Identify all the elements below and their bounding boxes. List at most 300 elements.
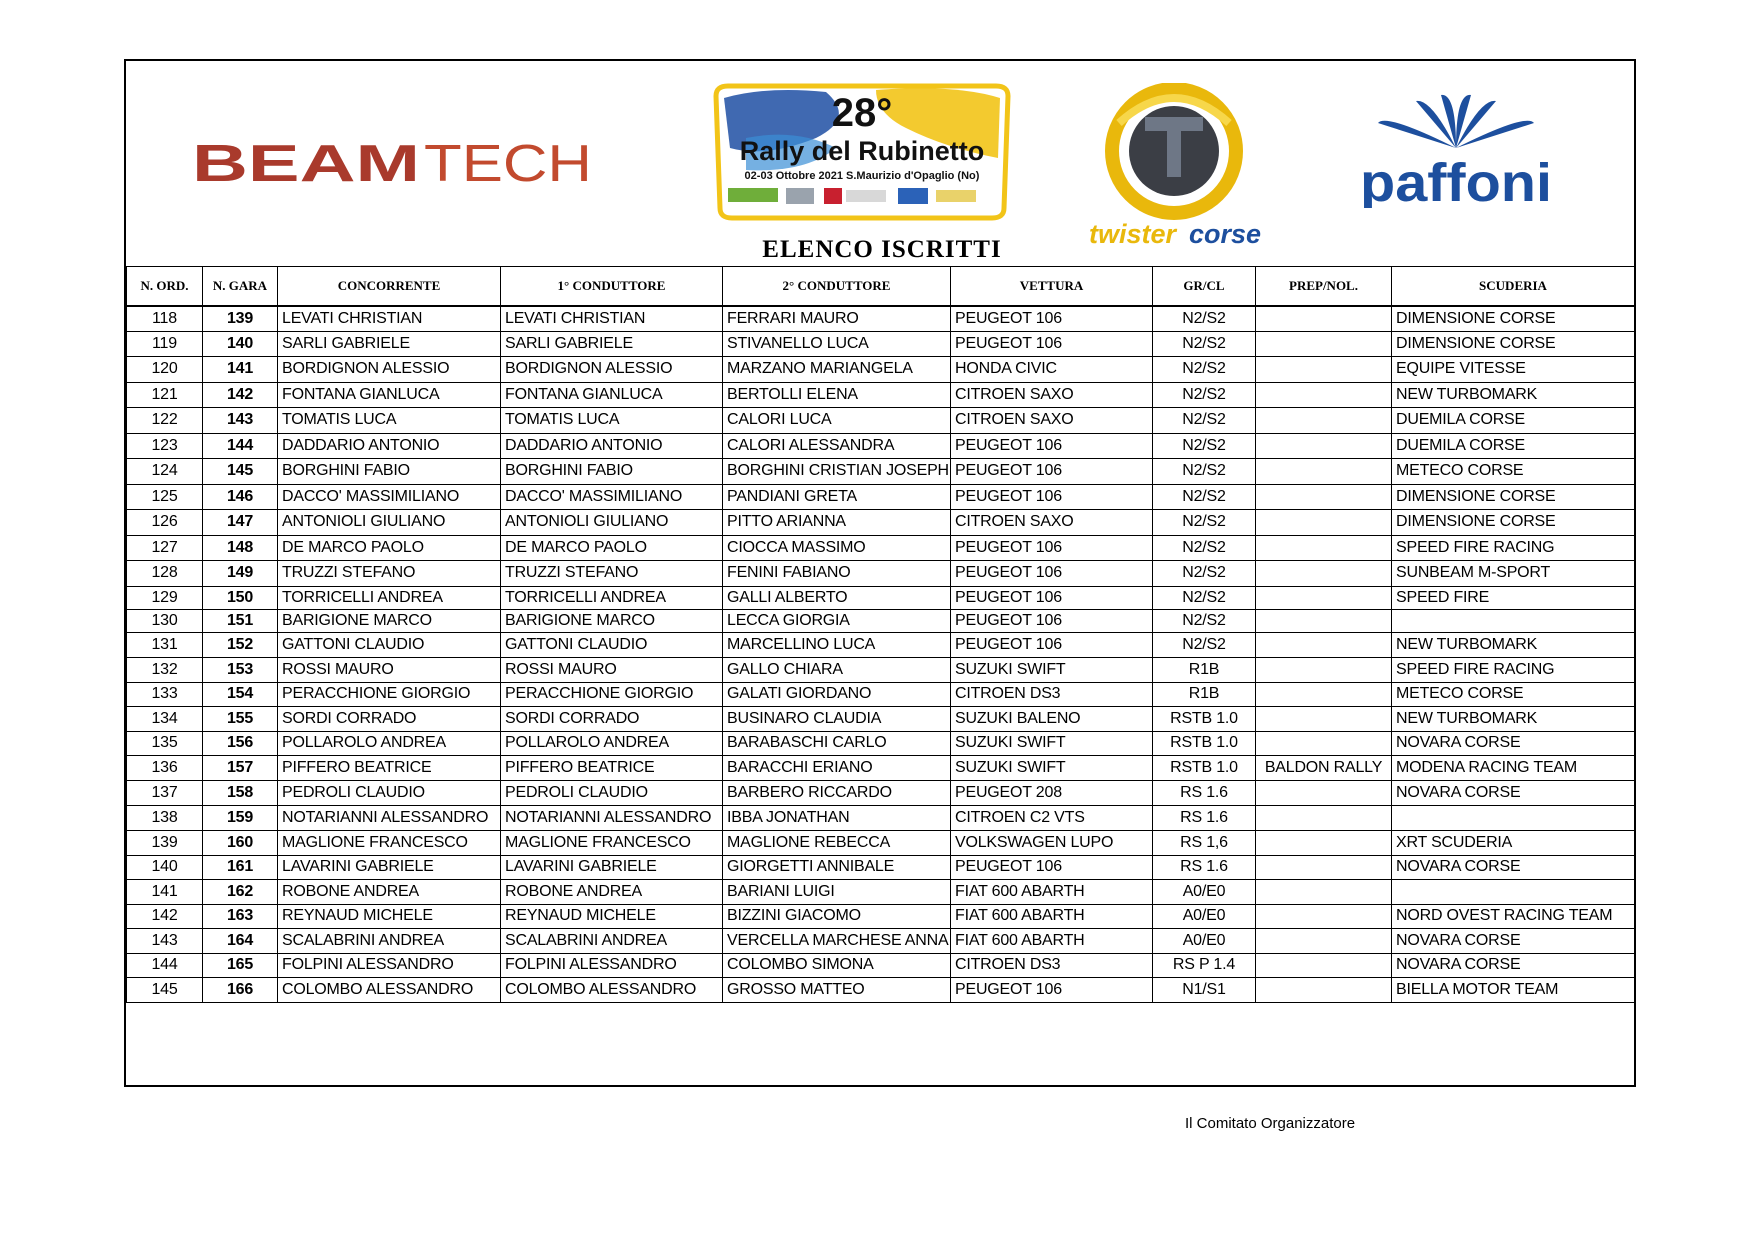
scuderia-cell: EQUIPE VITESSE xyxy=(1392,357,1635,383)
prep-nol-cell xyxy=(1256,953,1392,978)
svg-text:BEAM: BEAM xyxy=(192,139,420,189)
vettura-cell: PEUGEOT 106 xyxy=(951,855,1153,880)
gr-cl-cell: N2/S2 xyxy=(1153,632,1256,658)
prep-nol-cell xyxy=(1256,731,1392,756)
gr-cl-cell: N2/S2 xyxy=(1153,510,1256,536)
concorrente-cell: PEDROLI CLAUDIO xyxy=(278,781,501,806)
svg-text:28°: 28° xyxy=(831,91,893,135)
n-ord-cell: 142 xyxy=(127,904,203,929)
scuderia-cell xyxy=(1392,609,1635,632)
gr-cl-cell: N2/S2 xyxy=(1153,408,1256,434)
prep-nol-cell: BALDON RALLY xyxy=(1256,756,1392,781)
n-ord-cell: 128 xyxy=(127,561,203,587)
entries-table xyxy=(126,266,1635,1003)
prep-nol-cell xyxy=(1256,632,1392,658)
table-row xyxy=(127,658,1635,683)
secondo-conduttore-cell: STIVANELLO LUCA xyxy=(723,331,951,357)
vettura-cell: CITROEN DS3 xyxy=(951,953,1153,978)
n-gara-cell: 151 xyxy=(203,609,278,632)
concorrente-cell: BORGHINI FABIO xyxy=(278,459,501,485)
vettura-cell: SUZUKI SWIFT xyxy=(951,756,1153,781)
secondo-conduttore-cell: GROSSO MATTEO xyxy=(723,978,951,1003)
n-ord-cell: 126 xyxy=(127,510,203,536)
n-ord-cell: 127 xyxy=(127,535,203,561)
scuderia-cell: DUEMILA CORSE xyxy=(1392,408,1635,434)
n-ord-cell: 119 xyxy=(127,331,203,357)
n-gara-cell: 160 xyxy=(203,831,278,856)
gr-cl-cell: RSTB 1.0 xyxy=(1153,731,1256,756)
n-ord-cell: 139 xyxy=(127,831,203,856)
concorrente-cell: POLLAROLO ANDREA xyxy=(278,731,501,756)
scuderia-cell: DIMENSIONE CORSE xyxy=(1392,331,1635,357)
svg-text:paffoni: paffoni xyxy=(1360,153,1552,208)
gr-cl-cell: N2/S2 xyxy=(1153,484,1256,510)
vettura-cell: PEUGEOT 208 xyxy=(951,781,1153,806)
gr-cl-cell: RS P 1.4 xyxy=(1153,953,1256,978)
primo-conduttore-cell: DACCO' MASSIMILIANO xyxy=(501,484,723,510)
prep-nol-cell xyxy=(1256,510,1392,536)
gr-cl-cell: N1/S1 xyxy=(1153,978,1256,1003)
primo-conduttore-cell: REYNAUD MICHELE xyxy=(501,904,723,929)
n-gara-cell: 145 xyxy=(203,459,278,485)
secondo-conduttore-cell: MARZANO MARIANGELA xyxy=(723,357,951,383)
concorrente-cell: LAVARINI GABRIELE xyxy=(278,855,501,880)
gr-cl-cell: N2/S2 xyxy=(1153,561,1256,587)
secondo-conduttore-cell: BARIANI LUIGI xyxy=(723,880,951,905)
concorrente-cell: DE MARCO PAOLO xyxy=(278,535,501,561)
gr-cl-cell: N2/S2 xyxy=(1153,433,1256,459)
gr-cl-cell: N2/S2 xyxy=(1153,331,1256,357)
header-logos xyxy=(126,61,1634,266)
vettura-cell: FIAT 600 ABARTH xyxy=(951,880,1153,905)
document-title: ELENCO ISCRITTI xyxy=(762,236,1002,263)
prep-nol-cell xyxy=(1256,781,1392,806)
secondo-conduttore-cell: CIOCCA MASSIMO xyxy=(723,535,951,561)
prep-nol-cell xyxy=(1256,408,1392,434)
secondo-conduttore-cell: COLOMBO SIMONA xyxy=(723,953,951,978)
scuderia-cell: NORD OVEST RACING TEAM xyxy=(1392,904,1635,929)
n-gara-cell: 164 xyxy=(203,929,278,954)
n-gara-cell: 146 xyxy=(203,484,278,510)
table-row xyxy=(127,433,1635,459)
n-ord-cell: 124 xyxy=(127,459,203,485)
prep-nol-cell xyxy=(1256,880,1392,905)
primo-conduttore-cell: DE MARCO PAOLO xyxy=(501,535,723,561)
gr-cl-cell: N2/S2 xyxy=(1153,306,1256,331)
n-ord-cell: 125 xyxy=(127,484,203,510)
col-secondo-conduttore-header: 2° CONDUTTORE xyxy=(723,267,951,307)
primo-conduttore-cell: SCALABRINI ANDREA xyxy=(501,929,723,954)
table-row xyxy=(127,561,1635,587)
n-ord-cell: 140 xyxy=(127,855,203,880)
n-gara-cell: 161 xyxy=(203,855,278,880)
gr-cl-cell: RS 1.6 xyxy=(1153,781,1256,806)
vettura-cell: SUZUKI SWIFT xyxy=(951,731,1153,756)
concorrente-cell: PERACCHIONE GIORGIO xyxy=(278,682,501,707)
secondo-conduttore-cell: IBBA JONATHAN xyxy=(723,806,951,831)
concorrente-cell: BARIGIONE MARCO xyxy=(278,609,501,632)
table-row xyxy=(127,682,1635,707)
n-gara-cell: 148 xyxy=(203,535,278,561)
concorrente-cell: FOLPINI ALESSANDRO xyxy=(278,953,501,978)
table-row xyxy=(127,632,1635,658)
primo-conduttore-cell: TORRICELLI ANDREA xyxy=(501,586,723,609)
primo-conduttore-cell: ROBONE ANDREA xyxy=(501,880,723,905)
n-gara-cell: 166 xyxy=(203,978,278,1003)
twister-corse-logo xyxy=(1079,83,1277,251)
n-gara-cell: 159 xyxy=(203,806,278,831)
scuderia-cell: SPEED FIRE RACING xyxy=(1392,658,1635,683)
prep-nol-cell xyxy=(1256,459,1392,485)
col-prep-nol-header: PREP/NOL. xyxy=(1256,267,1392,307)
n-ord-cell: 118 xyxy=(127,306,203,331)
vettura-cell: PEUGEOT 106 xyxy=(951,978,1153,1003)
table-row xyxy=(127,535,1635,561)
vettura-cell: PEUGEOT 106 xyxy=(951,609,1153,632)
n-gara-cell: 154 xyxy=(203,682,278,707)
primo-conduttore-cell: ANTONIOLI GIULIANO xyxy=(501,510,723,536)
n-gara-cell: 143 xyxy=(203,408,278,434)
concorrente-cell: SARLI GABRIELE xyxy=(278,331,501,357)
gr-cl-cell: RS 1,6 xyxy=(1153,831,1256,856)
n-gara-cell: 152 xyxy=(203,632,278,658)
vettura-cell: CITROEN SAXO xyxy=(951,382,1153,408)
concorrente-cell: TORRICELLI ANDREA xyxy=(278,586,501,609)
primo-conduttore-cell: COLOMBO ALESSANDRO xyxy=(501,978,723,1003)
vettura-cell: PEUGEOT 106 xyxy=(951,586,1153,609)
vettura-cell: PEUGEOT 106 xyxy=(951,433,1153,459)
n-gara-cell: 144 xyxy=(203,433,278,459)
n-gara-cell: 156 xyxy=(203,731,278,756)
secondo-conduttore-cell: BARACCHI ERIANO xyxy=(723,756,951,781)
vettura-cell: SUZUKI SWIFT xyxy=(951,658,1153,683)
svg-text:corse: corse xyxy=(1189,219,1262,249)
secondo-conduttore-cell: PITTO ARIANNA xyxy=(723,510,951,536)
secondo-conduttore-cell: VERCELLA MARCHESE ANNA xyxy=(723,929,951,954)
vettura-cell: PEUGEOT 106 xyxy=(951,632,1153,658)
table-row xyxy=(127,357,1635,383)
n-gara-cell: 147 xyxy=(203,510,278,536)
vettura-cell: CITROEN SAXO xyxy=(951,510,1153,536)
rally-del-rubinetto-logo xyxy=(706,78,1018,225)
concorrente-cell: NOTARIANNI ALESSANDRO xyxy=(278,806,501,831)
prep-nol-cell xyxy=(1256,682,1392,707)
scuderia-cell: NEW TURBOMARK xyxy=(1392,707,1635,732)
n-gara-cell: 153 xyxy=(203,658,278,683)
n-gara-cell: 162 xyxy=(203,880,278,905)
n-ord-cell: 121 xyxy=(127,382,203,408)
table-row xyxy=(127,586,1635,609)
table-row xyxy=(127,756,1635,781)
secondo-conduttore-cell: BARABASCHI CARLO xyxy=(723,731,951,756)
table-row xyxy=(127,306,1635,331)
gr-cl-cell: RSTB 1.0 xyxy=(1153,756,1256,781)
gr-cl-cell: A0/E0 xyxy=(1153,904,1256,929)
table-row xyxy=(127,707,1635,732)
vettura-cell: FIAT 600 ABARTH xyxy=(951,904,1153,929)
gr-cl-cell: RS 1.6 xyxy=(1153,806,1256,831)
table-row xyxy=(127,382,1635,408)
table-body xyxy=(127,306,1635,1002)
scuderia-cell: SPEED FIRE xyxy=(1392,586,1635,609)
gr-cl-cell: RSTB 1.0 xyxy=(1153,707,1256,732)
secondo-conduttore-cell: GIORGETTI ANNIBALE xyxy=(723,855,951,880)
svg-text:twister: twister xyxy=(1089,219,1177,249)
concorrente-cell: DADDARIO ANTONIO xyxy=(278,433,501,459)
primo-conduttore-cell: MAGLIONE FRANCESCO xyxy=(501,831,723,856)
table-row xyxy=(127,510,1635,536)
secondo-conduttore-cell: BORGHINI CRISTIAN JOSEPH xyxy=(723,459,951,485)
svg-text:Rally del Rubinetto: Rally del Rubinetto xyxy=(739,136,985,166)
secondo-conduttore-cell: GALATI GIORDANO xyxy=(723,682,951,707)
n-ord-cell: 123 xyxy=(127,433,203,459)
prep-nol-cell xyxy=(1256,561,1392,587)
primo-conduttore-cell: BORGHINI FABIO xyxy=(501,459,723,485)
scuderia-cell: DIMENSIONE CORSE xyxy=(1392,484,1635,510)
table-row xyxy=(127,609,1635,632)
primo-conduttore-cell: BORDIGNON ALESSIO xyxy=(501,357,723,383)
n-gara-cell: 158 xyxy=(203,781,278,806)
col-vettura-header: VETTURA xyxy=(951,267,1153,307)
table-row xyxy=(127,855,1635,880)
vettura-cell: FIAT 600 ABARTH xyxy=(951,929,1153,954)
secondo-conduttore-cell: FERRARI MAURO xyxy=(723,306,951,331)
n-ord-cell: 144 xyxy=(127,953,203,978)
gr-cl-cell: N2/S2 xyxy=(1153,535,1256,561)
primo-conduttore-cell: SARLI GABRIELE xyxy=(501,331,723,357)
table-row xyxy=(127,331,1635,357)
n-ord-cell: 131 xyxy=(127,632,203,658)
scuderia-cell: NOVARA CORSE xyxy=(1392,781,1635,806)
n-ord-cell: 145 xyxy=(127,978,203,1003)
concorrente-cell: FONTANA GIANLUCA xyxy=(278,382,501,408)
prep-nol-cell xyxy=(1256,484,1392,510)
secondo-conduttore-cell: BIZZINI GIACOMO xyxy=(723,904,951,929)
prep-nol-cell xyxy=(1256,535,1392,561)
scuderia-cell: SUNBEAM M-SPORT xyxy=(1392,561,1635,587)
primo-conduttore-cell: LAVARINI GABRIELE xyxy=(501,855,723,880)
primo-conduttore-cell: LEVATI CHRISTIAN xyxy=(501,306,723,331)
n-gara-cell: 155 xyxy=(203,707,278,732)
paffoni-logo xyxy=(1356,93,1556,208)
document-frame xyxy=(124,59,1636,1087)
svg-text:02-03 Ottobre 2021 S.Maurizio: 02-03 Ottobre 2021 S.Maurizio d'Opaglio (No) xyxy=(744,170,980,182)
table-row xyxy=(127,408,1635,434)
prep-nol-cell xyxy=(1256,707,1392,732)
table-row xyxy=(127,806,1635,831)
table-row xyxy=(127,459,1635,485)
vettura-cell: CITROEN DS3 xyxy=(951,682,1153,707)
primo-conduttore-cell: SORDI CORRADO xyxy=(501,707,723,732)
secondo-conduttore-cell: FENINI FABIANO xyxy=(723,561,951,587)
vettura-cell: SUZUKI BALENO xyxy=(951,707,1153,732)
col-primo-conduttore-header: 1° CONDUTTORE xyxy=(501,267,723,307)
n-gara-cell: 157 xyxy=(203,756,278,781)
scuderia-cell: DIMENSIONE CORSE xyxy=(1392,510,1635,536)
table-row xyxy=(127,731,1635,756)
scuderia-cell xyxy=(1392,880,1635,905)
primo-conduttore-cell: POLLAROLO ANDREA xyxy=(501,731,723,756)
table-row xyxy=(127,929,1635,954)
concorrente-cell: PIFFERO BEATRICE xyxy=(278,756,501,781)
table-header-row xyxy=(127,267,1635,307)
vettura-cell: CITROEN SAXO xyxy=(951,408,1153,434)
primo-conduttore-cell: TOMATIS LUCA xyxy=(501,408,723,434)
primo-conduttore-cell: FONTANA GIANLUCA xyxy=(501,382,723,408)
n-gara-cell: 141 xyxy=(203,357,278,383)
secondo-conduttore-cell: BARBERO RICCARDO xyxy=(723,781,951,806)
organizer-signature: Il Comitato Organizzatore xyxy=(1185,1115,1356,1132)
secondo-conduttore-cell: CALORI ALESSANDRA xyxy=(723,433,951,459)
prep-nol-cell xyxy=(1256,433,1392,459)
col-concorrente-header: CONCORRENTE xyxy=(278,267,501,307)
gr-cl-cell: N2/S2 xyxy=(1153,586,1256,609)
scuderia-cell: NOVARA CORSE xyxy=(1392,929,1635,954)
prep-nol-cell xyxy=(1256,855,1392,880)
concorrente-cell: GATTONI CLAUDIO xyxy=(278,632,501,658)
gr-cl-cell: R1B xyxy=(1153,658,1256,683)
prep-nol-cell xyxy=(1256,904,1392,929)
scuderia-cell: METECO CORSE xyxy=(1392,459,1635,485)
vettura-cell: VOLKSWAGEN LUPO xyxy=(951,831,1153,856)
secondo-conduttore-cell: CALORI LUCA xyxy=(723,408,951,434)
gr-cl-cell: R1B xyxy=(1153,682,1256,707)
primo-conduttore-cell: FOLPINI ALESSANDRO xyxy=(501,953,723,978)
secondo-conduttore-cell: MAGLIONE REBECCA xyxy=(723,831,951,856)
scuderia-cell: DUEMILA CORSE xyxy=(1392,433,1635,459)
n-ord-cell: 138 xyxy=(127,806,203,831)
gr-cl-cell: A0/E0 xyxy=(1153,880,1256,905)
concorrente-cell: TOMATIS LUCA xyxy=(278,408,501,434)
scuderia-cell: XRT SCUDERIA xyxy=(1392,831,1635,856)
vettura-cell: PEUGEOT 106 xyxy=(951,535,1153,561)
prep-nol-cell xyxy=(1256,806,1392,831)
concorrente-cell: ROSSI MAURO xyxy=(278,658,501,683)
prep-nol-cell xyxy=(1256,929,1392,954)
prep-nol-cell xyxy=(1256,306,1392,331)
primo-conduttore-cell: NOTARIANNI ALESSANDRO xyxy=(501,806,723,831)
scuderia-cell: BIELLA MOTOR TEAM xyxy=(1392,978,1635,1003)
gr-cl-cell: N2/S2 xyxy=(1153,459,1256,485)
n-gara-cell: 149 xyxy=(203,561,278,587)
secondo-conduttore-cell: MARCELLINO LUCA xyxy=(723,632,951,658)
beamtech-logo xyxy=(192,139,592,189)
col-gr-cl-header: GR/CL xyxy=(1153,267,1256,307)
secondo-conduttore-cell: PANDIANI GRETA xyxy=(723,484,951,510)
gr-cl-cell: RS 1.6 xyxy=(1153,855,1256,880)
n-ord-cell: 130 xyxy=(127,609,203,632)
prep-nol-cell xyxy=(1256,609,1392,632)
n-gara-cell: 150 xyxy=(203,586,278,609)
vettura-cell: CITROEN C2 VTS xyxy=(951,806,1153,831)
concorrente-cell: REYNAUD MICHELE xyxy=(278,904,501,929)
scuderia-cell xyxy=(1392,806,1635,831)
col-scuderia-header: SCUDERIA xyxy=(1392,267,1635,307)
n-ord-cell: 141 xyxy=(127,880,203,905)
scuderia-cell: NOVARA CORSE xyxy=(1392,731,1635,756)
svg-text:TECH: TECH xyxy=(424,139,592,189)
prep-nol-cell xyxy=(1256,382,1392,408)
gr-cl-cell: N2/S2 xyxy=(1153,382,1256,408)
gr-cl-cell: A0/E0 xyxy=(1153,929,1256,954)
table-row xyxy=(127,904,1635,929)
table-row xyxy=(127,978,1635,1003)
n-ord-cell: 122 xyxy=(127,408,203,434)
concorrente-cell: SORDI CORRADO xyxy=(278,707,501,732)
n-ord-cell: 120 xyxy=(127,357,203,383)
n-ord-cell: 143 xyxy=(127,929,203,954)
n-gara-cell: 163 xyxy=(203,904,278,929)
primo-conduttore-cell: DADDARIO ANTONIO xyxy=(501,433,723,459)
vettura-cell: PEUGEOT 106 xyxy=(951,306,1153,331)
scuderia-cell: NOVARA CORSE xyxy=(1392,953,1635,978)
scuderia-cell: METECO CORSE xyxy=(1392,682,1635,707)
prep-nol-cell xyxy=(1256,586,1392,609)
concorrente-cell: ROBONE ANDREA xyxy=(278,880,501,905)
table-row xyxy=(127,781,1635,806)
concorrente-cell: BORDIGNON ALESSIO xyxy=(278,357,501,383)
vettura-cell: PEUGEOT 106 xyxy=(951,484,1153,510)
primo-conduttore-cell: PIFFERO BEATRICE xyxy=(501,756,723,781)
n-ord-cell: 133 xyxy=(127,682,203,707)
concorrente-cell: LEVATI CHRISTIAN xyxy=(278,306,501,331)
table-row xyxy=(127,831,1635,856)
n-ord-cell: 136 xyxy=(127,756,203,781)
secondo-conduttore-cell: LECCA GIORGIA xyxy=(723,609,951,632)
concorrente-cell: DACCO' MASSIMILIANO xyxy=(278,484,501,510)
gr-cl-cell: N2/S2 xyxy=(1153,609,1256,632)
vettura-cell: PEUGEOT 106 xyxy=(951,331,1153,357)
n-gara-cell: 140 xyxy=(203,331,278,357)
concorrente-cell: SCALABRINI ANDREA xyxy=(278,929,501,954)
primo-conduttore-cell: PERACCHIONE GIORGIO xyxy=(501,682,723,707)
secondo-conduttore-cell: GALLI ALBERTO xyxy=(723,586,951,609)
primo-conduttore-cell: ROSSI MAURO xyxy=(501,658,723,683)
table-row xyxy=(127,880,1635,905)
n-ord-cell: 135 xyxy=(127,731,203,756)
primo-conduttore-cell: BARIGIONE MARCO xyxy=(501,609,723,632)
n-gara-cell: 139 xyxy=(203,306,278,331)
secondo-conduttore-cell: BUSINARO CLAUDIA xyxy=(723,707,951,732)
prep-nol-cell xyxy=(1256,831,1392,856)
n-ord-cell: 134 xyxy=(127,707,203,732)
vettura-cell: PEUGEOT 106 xyxy=(951,561,1153,587)
col-n-gara-header: N. GARA xyxy=(203,267,278,307)
concorrente-cell: TRUZZI STEFANO xyxy=(278,561,501,587)
primo-conduttore-cell: GATTONI CLAUDIO xyxy=(501,632,723,658)
scuderia-cell: NOVARA CORSE xyxy=(1392,855,1635,880)
scuderia-cell: SPEED FIRE RACING xyxy=(1392,535,1635,561)
col-n-ord-header: N. ORD. xyxy=(127,267,203,307)
vettura-cell: HONDA CIVIC xyxy=(951,357,1153,383)
n-ord-cell: 129 xyxy=(127,586,203,609)
concorrente-cell: COLOMBO ALESSANDRO xyxy=(278,978,501,1003)
prep-nol-cell xyxy=(1256,357,1392,383)
n-ord-cell: 137 xyxy=(127,781,203,806)
scuderia-cell: MODENA RACING TEAM xyxy=(1392,756,1635,781)
concorrente-cell: MAGLIONE FRANCESCO xyxy=(278,831,501,856)
primo-conduttore-cell: TRUZZI STEFANO xyxy=(501,561,723,587)
scuderia-cell: NEW TURBOMARK xyxy=(1392,382,1635,408)
gr-cl-cell: N2/S2 xyxy=(1153,357,1256,383)
vettura-cell: PEUGEOT 106 xyxy=(951,459,1153,485)
table-row xyxy=(127,484,1635,510)
n-gara-cell: 165 xyxy=(203,953,278,978)
secondo-conduttore-cell: BERTOLLI ELENA xyxy=(723,382,951,408)
concorrente-cell: ANTONIOLI GIULIANO xyxy=(278,510,501,536)
prep-nol-cell xyxy=(1256,978,1392,1003)
n-gara-cell: 142 xyxy=(203,382,278,408)
